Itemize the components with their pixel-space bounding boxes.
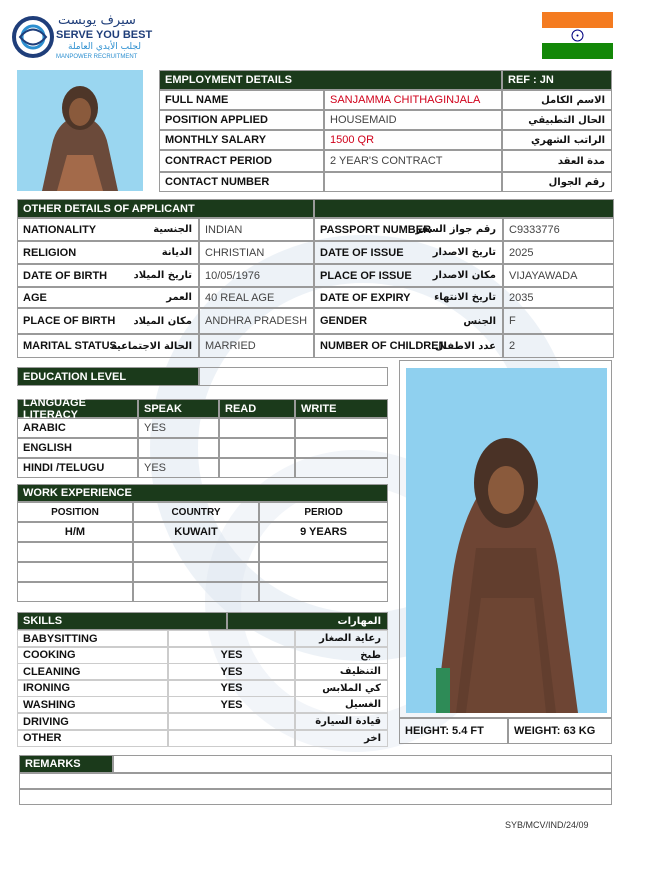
- other-right-value: 2: [503, 334, 614, 358]
- ashoka-chakra-icon: [571, 29, 584, 42]
- skill-name: CLEANING: [17, 663, 168, 680]
- skill-name: IRONING: [17, 680, 168, 697]
- remarks-row: [19, 773, 612, 789]
- remarks-header: REMARKS: [19, 755, 113, 773]
- contract-period-value: 2 YEAR'S CONTRACT: [324, 150, 502, 172]
- other-left-label: DATE OF BIRTH تاريخ الميلاد: [17, 264, 199, 287]
- language-speak: YES: [138, 418, 219, 438]
- other-left-value: INDIAN: [199, 218, 314, 241]
- work-position: [17, 562, 133, 582]
- logo-arabic-sub: لجلب الأيدي العاملة: [68, 42, 141, 52]
- other-left-value: 40 REAL AGE: [199, 287, 314, 308]
- language-name: HINDI /TELUGU: [17, 458, 138, 478]
- other-right-label: PLACE OF ISSUE مكان الاصدار: [314, 264, 503, 287]
- india-flag: [542, 12, 613, 59]
- contact-number-ar: رقم الجوال: [502, 172, 612, 192]
- skill-ar: اخر: [295, 730, 388, 747]
- work-experience-header: WORK EXPERIENCE: [17, 484, 388, 502]
- weight-value: WEIGHT: 63 KG: [508, 718, 612, 744]
- speak-header: SPEAK: [138, 399, 219, 418]
- other-right-value: 2035: [503, 287, 614, 308]
- language-name: ENGLISH: [17, 438, 138, 458]
- work-country: [133, 582, 259, 602]
- contact-number-value: [324, 172, 502, 192]
- language-speak: [138, 438, 219, 458]
- contact-number-label: CONTACT NUMBER: [159, 172, 324, 192]
- skill-ar: قيادة السيارة: [295, 713, 388, 730]
- other-right-value: VIJAYAWADA: [503, 264, 614, 287]
- work-country: [133, 562, 259, 582]
- contract-period-label: CONTRACT PERIOD: [159, 150, 324, 172]
- skill-value: [168, 730, 295, 747]
- remarks-field: [113, 755, 612, 773]
- full-name-ar: الاسم الكامل: [502, 90, 612, 110]
- education-level-value: [199, 367, 388, 386]
- work-country-header: COUNTRY: [133, 502, 259, 522]
- contract-period-ar: مدة العقد: [502, 150, 612, 172]
- skills-header-ar: المهارات: [227, 612, 388, 630]
- other-details-header: OTHER DETAILS OF APPLICANT: [17, 199, 314, 218]
- other-right-label: DATE OF ISSUE تاريخ الاصدار: [314, 241, 503, 264]
- skill-value: YES: [168, 663, 295, 680]
- height-value: HEIGHT: 5.4 FT: [399, 718, 508, 744]
- skill-ar: رعاية الصغار: [295, 630, 388, 647]
- other-right-value: F: [503, 308, 614, 334]
- other-left-label: RELIGION الديانة: [17, 241, 199, 264]
- logo-mark-icon: [12, 16, 54, 58]
- monthly-salary-label: MONTHLY SALARY: [159, 130, 324, 150]
- other-right-label: GENDER الجنس: [314, 308, 503, 334]
- skill-name: DRIVING: [17, 713, 168, 730]
- position-applied-value: HOUSEMAID: [324, 110, 502, 130]
- other-right-value: C9333776: [503, 218, 614, 241]
- language-read: [219, 418, 295, 438]
- applicant-photo-small: [17, 70, 143, 191]
- read-header: READ: [219, 399, 295, 418]
- work-period: 9 YEARS: [259, 522, 388, 542]
- monthly-salary-ar: الراتب الشهري: [502, 130, 612, 150]
- skill-name: COOKING: [17, 647, 168, 664]
- skill-value: YES: [168, 680, 295, 697]
- language-header: LANGUAGE LITERACY: [17, 399, 138, 418]
- full-name-label: FULL NAME: [159, 90, 324, 110]
- skill-name: OTHER: [17, 730, 168, 747]
- education-level-header: EDUCATION LEVEL: [17, 367, 199, 386]
- document-code: SYB/MCV/IND/24/09: [505, 820, 589, 830]
- work-period: [259, 542, 388, 562]
- skill-name: BABYSITTING: [17, 630, 168, 647]
- other-right-label: PASSPORT NUMBER رقم جواز السفر: [314, 218, 503, 241]
- skill-ar: طبخ: [295, 647, 388, 664]
- other-left-label: PLACE OF BIRTH مكان الميلاد: [17, 308, 199, 334]
- other-left-value: CHRISTIAN: [199, 241, 314, 264]
- language-read: [219, 438, 295, 458]
- other-left-label: MARITAL STATUS الحالة الاجتماعية: [17, 334, 199, 358]
- work-position: [17, 542, 133, 562]
- position-applied-label: POSITION APPLIED: [159, 110, 324, 130]
- position-applied-ar: الحال التطبيقي: [502, 110, 612, 130]
- skill-ar: التنظيف: [295, 663, 388, 680]
- applicant-photo-large: [406, 368, 607, 713]
- skill-value: YES: [168, 696, 295, 713]
- monthly-salary-value: 1500 QR: [324, 130, 502, 150]
- write-header: WRITE: [295, 399, 388, 418]
- other-right-label: NUMBER OF CHILDREN عدد الاطفال: [314, 334, 503, 358]
- work-position: [17, 582, 133, 602]
- other-left-value: MARRIED: [199, 334, 314, 358]
- employment-details-header: EMPLOYMENT DETAILS: [159, 70, 502, 90]
- other-left-value: ANDHRA PRADESH: [199, 308, 314, 334]
- work-country: KUWAIT: [133, 522, 259, 542]
- other-left-label: NATIONALITY الجنسية: [17, 218, 199, 241]
- full-name-value: SANJAMMA CHITHAGINJALA: [324, 90, 502, 110]
- other-details-header-right: [314, 199, 614, 218]
- skill-name: WASHING: [17, 696, 168, 713]
- language-read: [219, 458, 295, 478]
- language-write: [295, 418, 388, 438]
- logo-name: SERVE YOU BEST: [56, 29, 153, 41]
- language-write: [295, 438, 388, 458]
- skill-ar: الغسيل: [295, 696, 388, 713]
- skill-value: [168, 630, 295, 647]
- ref-label: REF : JN: [502, 70, 612, 90]
- logo-arabic-name: سيرف يوبست: [58, 13, 136, 28]
- logo-sub: MANPOWER RECRUITMENT: [56, 54, 138, 60]
- skill-value: YES: [168, 647, 295, 664]
- work-position: H/M: [17, 522, 133, 542]
- skill-ar: كي الملابس: [295, 680, 388, 697]
- skills-header: SKILLS: [17, 612, 227, 630]
- language-name: ARABIC: [17, 418, 138, 438]
- work-period-header: PERIOD: [259, 502, 388, 522]
- other-left-label: AGE العمر: [17, 287, 199, 308]
- work-country: [133, 542, 259, 562]
- work-period: [259, 562, 388, 582]
- language-write: [295, 458, 388, 478]
- other-right-value: 2025: [503, 241, 614, 264]
- skill-value: [168, 713, 295, 730]
- remarks-row: [19, 789, 612, 805]
- company-logo: [12, 14, 162, 64]
- work-position-header: POSITION: [17, 502, 133, 522]
- other-right-label: DATE OF EXPIRY تاريخ الانتهاء: [314, 287, 503, 308]
- other-left-value: 10/05/1976: [199, 264, 314, 287]
- work-period: [259, 582, 388, 602]
- language-speak: YES: [138, 458, 219, 478]
